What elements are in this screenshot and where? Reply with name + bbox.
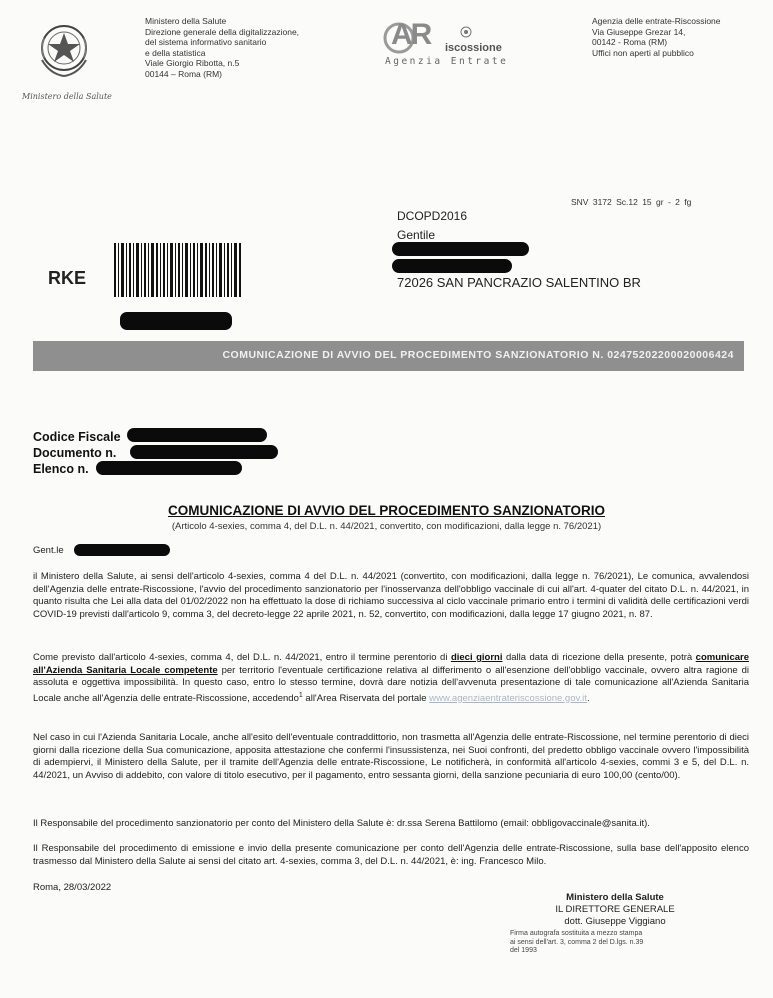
signature-note-line: del 1993 (510, 947, 537, 954)
p2-bold-deadline: dieci giorni (450, 652, 503, 663)
signature-note-line: Firma autografa sostituita a mezzo stampa (510, 930, 643, 937)
redacted-barcode-number (120, 312, 232, 330)
recipient-code: DCOPD2016 (397, 209, 468, 223)
logo-ar-text: AR (391, 18, 431, 51)
signature-name: dott. Giuseppe Viggiano (564, 916, 666, 927)
document-title: COMUNICAZIONE DI AVVIO DEL PROCEDIMENTO SANZIONATORIO (167, 503, 606, 518)
address-line: del sistema informativo sanitario (145, 37, 267, 47)
redacted-salutation-name (74, 544, 170, 556)
p2-text: Come previsto dall'articolo 4-sexies, comma 4, del D.L. n. 44/2021, entro il termine perentorio di (33, 652, 451, 663)
portal-link[interactable]: www.agenziaentrateriscossione.gov.it (429, 692, 587, 704)
paragraph-4: Il Responsabile del procedimento sanzionatorio per conto del Ministero della Salute è: dr.ssa Serena Battilomo (email: obbligovaccinale@sanita.it). (33, 818, 650, 829)
italian-republic-emblem (36, 18, 92, 80)
logo-riscossione-text: iscossione (445, 42, 502, 54)
redacted-documento (130, 445, 278, 459)
redacted-elenco (96, 461, 242, 475)
p2-bold-asl: comunicare all'Azienda Sanitaria Locale competente (33, 652, 749, 676)
ministry-address (145, 16, 345, 79)
salutation: Gent.le (33, 545, 64, 556)
redacted-name (392, 242, 529, 256)
p2-text: all'Area Riservata del portale (302, 692, 430, 704)
logo-agenzia-entrate-text: Agenzia Entrate (385, 56, 509, 67)
p2-text: . (586, 692, 590, 704)
barcode-image (114, 243, 242, 297)
address-line: Direzione generale della digitalizzazione, (145, 26, 300, 37)
elenco-label: Elenco n. (33, 462, 89, 476)
signature-note (510, 930, 710, 956)
address-line: 00142 - Roma (RM) (592, 37, 668, 47)
paragraph-5: Il Responsabile del procedimento di emissione e invio della presente comunicazione per conto dell'Agenzia delle entrate-Riscossione, sulla base dell'apposito elenco trasmesso dal Ministero della Salute ai sensi del citato art. 4-sexies, comma 3, del D.L. n. 44/2021, è: ing. Francesco Milo. (33, 843, 749, 867)
documento-label: Documento n. (33, 446, 117, 460)
address-line: Agenzia delle entrate-Riscossione (592, 16, 721, 26)
ministry-signature-text: Ministero della Salute (22, 92, 112, 101)
recipient-city: 72026 SAN PANCRAZIO SALENTINO BR (397, 275, 641, 290)
agency-address (592, 16, 762, 58)
banner-text: COMUNICAZIONE DI AVVIO DEL PROCEDIMENTO SANZIONATORIO N. 02475202200020006424 (222, 349, 734, 361)
signature-block (485, 892, 745, 928)
signature-role: IL DIRETTORE GENERALE (555, 904, 675, 915)
address-line: Viale Giorgio Ribotta, n.5 (145, 58, 240, 68)
redacted-codice-fiscale (127, 428, 267, 442)
paragraph-1: il Ministero della Salute, ai sensi dell'articolo 4-sexies, comma 4 del D.L. n. 44/2021 (convertito, con modificazioni, dalla legge n. 76/2021), Le comunica, avvalendosi dell'Agenzia delle entrate-Riscossione, l'avvio del procedimento sanzionatorio per l'inosservanza dell'obbligo vaccinale di cui all'art. 4-quater del citato D.L. n. 44/2021, in quanto risulta che Lei alla data del 01/02/2022 non ha effettuato la dose di richiamo successiva al ciclo vaccinale primario entro i termini di validità delle certificazioni verdi COVID-19 previsti dall'articolo 9, comma 3, del decreto-legge 22 aprile 2021, n. 52, convertito, con modificazioni, dalla legge 17 giugno 2021, n. 87. (33, 571, 749, 620)
document-subtitle: (Articolo 4-sexies, comma 4, del D.L. n. 44/2021, convertito, con modificazioni, dalla legge n. 76/2021) (171, 521, 602, 532)
recipient-greeting: Gentile (397, 228, 436, 242)
address-line: Ministero della Salute (145, 16, 227, 26)
signature-note-line: ai sensi dell'art. 3, comma 2 del D.lgs. n.39 (510, 938, 644, 946)
agenzia-riscossione-logo (383, 18, 523, 68)
reference-line: SNV 3172 Sc.12 15 gr - 2 fg (571, 197, 692, 207)
paragraph-2 (33, 652, 749, 705)
address-line: Via Giuseppe Grezar 14, (592, 26, 686, 37)
paragraph-3: Nel caso in cui l'Azienda Sanitaria Locale, anche all'esito dell'eventuale contraddittorio, non trasmetta all'Agenzia delle entrate-Riscossione, nel termine perentorio di dieci giorni dalla ricezione della Sua comunicazione, apposita attestazione che confermi l'insussistenza, nei Suoi confronti, del predetto obbligo vaccinale ovvero l'impossibilità di adempiervi, il Ministero della Salute, per il tramite dell'Agenzia delle entrate-Riscossione, Le notificherà, in conformità all'articolo 4-sexies, commi 3 e 5, del D.L. n. 44/2021, un Avviso di addebito, con valore di titolo esecutivo, per il pagamento, entro sessanta giorni, della sanzione pecuniaria di euro 100,00 (cento/00). (33, 732, 749, 781)
codice-fiscale-label: Codice Fiscale (33, 430, 121, 444)
address-line: e della statistica (145, 47, 206, 58)
rke-label: RKE (48, 268, 87, 288)
redacted-address (392, 259, 512, 273)
footnote-marker: 1 (298, 691, 303, 699)
address-line: Uffici non aperti al pubblico (592, 47, 694, 58)
document-date: Roma, 28/03/2022 (33, 882, 112, 893)
address-line: 00144 – Roma (RM) (145, 68, 223, 79)
p2-text: dalla data di ricezione della presente, potrà (502, 652, 696, 663)
procedure-banner (33, 341, 744, 371)
p2-text: per territorio l'eventuale certificazione relativa al differimento o all'esenzione dell'obbligo vaccinale, ovvero altra ragione di assoluta e oggettiva impossibilità. In questo caso, entro lo stesso termine, dovrà dare notizia dell'avvenuta presentazione di tale comunicazione all'Azienda Sanitaria Locale anche all'Agenzia delle entrate-Riscossione, accedendo (33, 664, 749, 704)
signature-org: Ministero della Salute (566, 892, 664, 903)
